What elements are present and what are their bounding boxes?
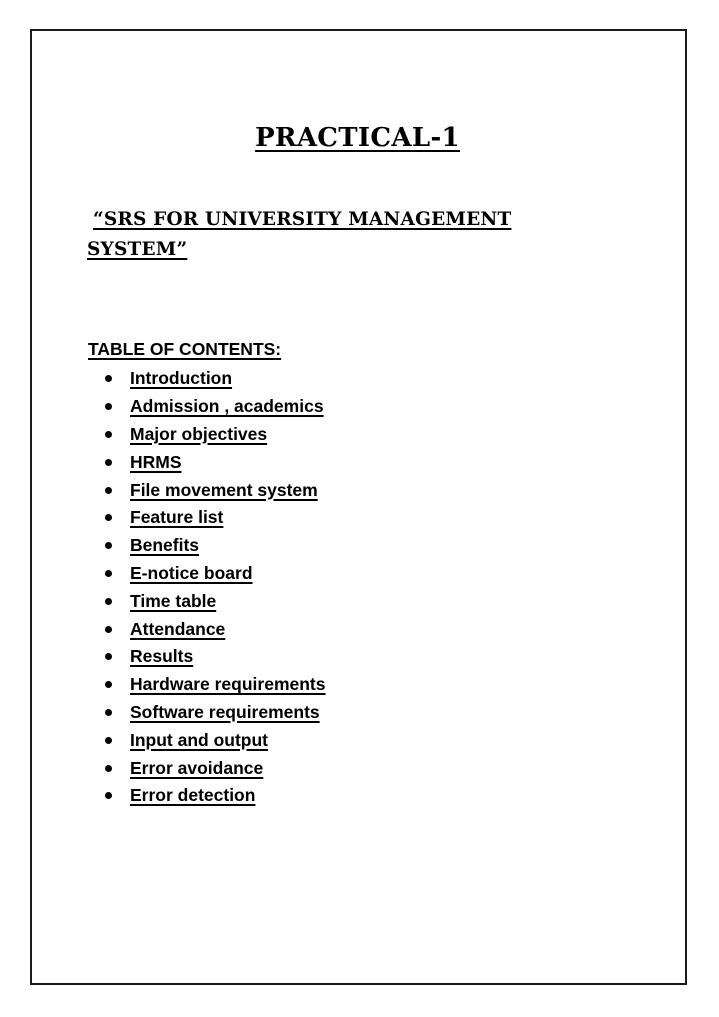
- toc-item-input-output: [105, 726, 326, 754]
- toc-item-software-requirements: [105, 699, 326, 727]
- document-subtitle: [87, 205, 557, 265]
- bullet-icon: [105, 709, 112, 716]
- toc-item-benefits: [105, 532, 326, 560]
- toc-item-error-detection: [105, 782, 326, 810]
- toc-item-major-objectives: [105, 421, 326, 449]
- toc-link-hardware-requirements[interactable]: Hardware requirements: [130, 674, 326, 695]
- bullet-icon: [105, 598, 112, 605]
- toc-list: [105, 365, 326, 810]
- bullet-icon: [105, 542, 112, 549]
- toc-link-admission[interactable]: Admission , academics: [130, 396, 324, 417]
- bullet-icon: [105, 375, 112, 382]
- bullet-icon: [105, 765, 112, 772]
- toc-item-hrms: [105, 448, 326, 476]
- bullet-icon: [105, 681, 112, 688]
- toc-link-attendance[interactable]: Attendance: [130, 618, 226, 639]
- toc-link-input-output[interactable]: Input and output: [130, 729, 269, 750]
- toc-link-results[interactable]: Results: [130, 646, 194, 667]
- toc-heading: TABLE OF CONTENTS:: [88, 339, 282, 359]
- bullet-icon: [105, 403, 112, 410]
- toc-link-major-objectives[interactable]: Major objectives: [130, 423, 268, 444]
- toc-item-attendance: [105, 615, 326, 643]
- bullet-icon: [105, 737, 112, 744]
- bullet-icon: [105, 431, 112, 438]
- toc-link-benefits[interactable]: Benefits: [130, 535, 200, 556]
- bullet-icon: [105, 514, 112, 521]
- toc-link-error-detection[interactable]: Error detection: [130, 785, 256, 806]
- toc-link-time-table[interactable]: Time table: [130, 590, 217, 611]
- bullet-icon: [105, 459, 112, 466]
- toc-item-admission: [105, 393, 326, 421]
- toc-item-error-avoidance: [105, 754, 326, 782]
- subtitle-line-1: “SRS FOR UNIVERSITY MANAGEMENT: [93, 209, 512, 230]
- toc-link-e-notice-board[interactable]: E-notice board: [130, 562, 253, 583]
- toc-item-e-notice-board: [105, 560, 326, 588]
- toc-item-time-table: [105, 587, 326, 615]
- toc-link-hrms[interactable]: HRMS: [130, 451, 182, 472]
- toc-item-results: [105, 643, 326, 671]
- toc-link-feature-list[interactable]: Feature list: [130, 507, 224, 528]
- bullet-icon: [105, 653, 112, 660]
- bullet-icon: [105, 792, 112, 799]
- bullet-icon: [105, 487, 112, 494]
- toc-item-introduction: [105, 365, 326, 393]
- subtitle-line-2: SYSTEM”: [87, 239, 188, 260]
- toc-item-hardware-requirements: [105, 671, 326, 699]
- toc-item-feature-list: [105, 504, 326, 532]
- toc-link-software-requirements[interactable]: Software requirements: [130, 701, 320, 722]
- bullet-icon: [105, 626, 112, 633]
- toc-item-file-movement: [105, 476, 326, 504]
- toc-link-error-avoidance[interactable]: Error avoidance: [130, 757, 264, 778]
- bullet-icon: [105, 570, 112, 577]
- toc-link-file-movement[interactable]: File movement system: [130, 479, 318, 500]
- page-title: PRACTICAL-1: [255, 123, 460, 153]
- toc-link-introduction[interactable]: Introduction: [130, 368, 233, 389]
